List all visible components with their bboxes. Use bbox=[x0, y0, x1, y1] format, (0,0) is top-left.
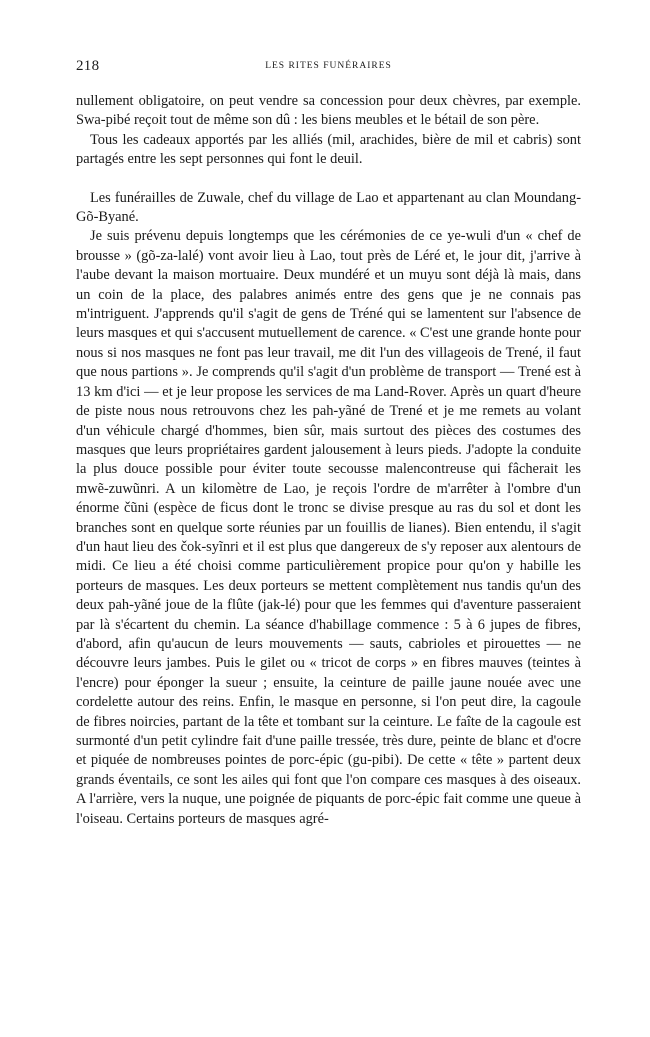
page-number: 218 bbox=[76, 58, 100, 74]
paragraph-spacer bbox=[76, 170, 581, 189]
paragraph: Les funérailles de Zuwale, chef du village de Lao et appartenant au clan Moundang-Gõ-Byané. bbox=[76, 189, 581, 226]
paragraph: Je suis prévenu depuis longtemps que les cérémonies de ce ye-wuli d'un « chef de brousse » (gõ-za-lalé) vont avoir lieu à Lao, tout près de Léré et, le jour dit, j'arrive à l'aube devant la maison mortuaire. Deux mundéré et un muyu sont déjà là mais, dans un coin de la place, des palabres animés entre des gens que je ne connais pas m'intriguent. J'apprends qu'il s'agit de gens de Tréné qui se lamentent sur l'absence de leurs masques et qui s'accusent mutuellement de carence. « C'est une grande honte pour nous si nos masques ne font pas leur travail, me dit l'un des villageois de Trené, il faut que nous partions ». Je comprends qu'il s'agit d'un problème de transport — Trené est à 13 km d'ici — et je leur propose les services de ma Land-Rover. Après un quart d'heure de piste nous nous retrouvons chez les pah-yãné de Trené et je me remets au volant d'un véhicule chargé d'hommes, bien sûr, mais surtout des pièces des costumes des masques que leurs propriétaires gardent jalousement à leurs pieds. J'adopte la conduite la plus douce possible pour éviter toute secousse malencontreuse qui fâcherait les mwẽ-zuwũnri. A un kilomètre de Lao, je reçois l'ordre de m'arrêter à l'ombre d'un énorme čũni (espèce de ficus dont le tronc se divise presque au ras du sol et dont les branches sont en quelque sorte réunies par un fouillis de lianes). Bien entendu, il s'agit d'un haut lieu des čok-syĩnri et il est plus que dangereux de s'y reposer aux alentours de midi. Ce lieu a été choisi comme particulièrement propice pour qu'on y habille les porteurs de masques. Les deux porteurs se mettent complètement nus tandis qu'un des deux pah-yãné joue de la flûte (jak-lé) pour que les femmes qui d'aventure passeraient par là s'écartent du chemin. La séance d'habillage commence : 5 à 6 jupes de fibres, d'abord, afin qu'aucun de leurs mouvements — sauts, cabrioles et pirouettes — ne découvre leurs jambes. Puis le gilet ou « tricot de corps » en fibres mauves (teintes à l'encre) pour éponger la sueur ; ensuite, la ceinture de paille jaune nouée avec une cordelette autour des reins. Enfin, le masque en personne, si l'on peut dire, la cagoule de fibres noircies, partant de la tête et tombant sur la ceinture. Le faîte de la cagoule est surmonté d'un petit cylindre fait d'une paille tressée, très dure, peinte de blanc et d'ocre et piquée de nombreuses pointes de porc-épic (gu-pibi). De cette « tête » partent deux grands éventails, ce sont les ailes qui font que l'on compare ces masques à des oiseaux. A l'arrière, vers la nuque, une poignée de piquants de porc-épic fait comme une queue à l'oiseau. Certains porteurs de masques agré- bbox=[76, 228, 581, 827]
page-header bbox=[76, 58, 581, 78]
paragraph: nullement obligatoire, on peut vendre sa concession pour deux chèvres, par exemple. Swa-pibé reçoit tout de même son dû : les biens meubles et le bétail de son père. bbox=[76, 93, 581, 129]
body-text bbox=[76, 92, 581, 829]
paragraph: Tous les cadeaux apportés par les alliés (mil, arachides, bière de mil et cabris) sont partagés entre les sept personnes qui font le deuil. bbox=[76, 131, 581, 168]
running-head: LES RITES FUNÉRAIRES bbox=[265, 61, 392, 71]
